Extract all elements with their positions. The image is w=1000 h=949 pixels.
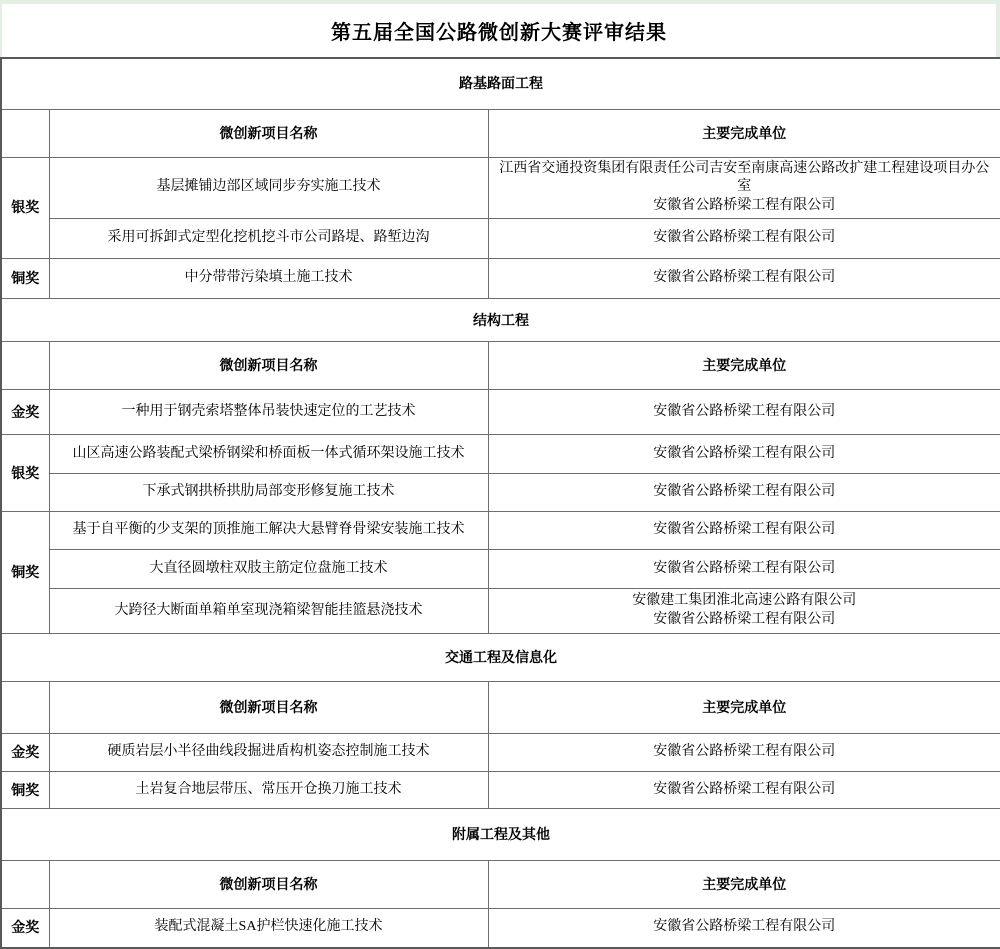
- table-row: [1, 734, 1000, 772]
- project-column-header: 微创新项目名称: [49, 861, 488, 909]
- award-cell: 铜奖: [1, 259, 49, 299]
- table-row: [1, 589, 1000, 634]
- column-header-row: [1, 861, 1000, 909]
- project-column-header: 微创新项目名称: [49, 342, 488, 390]
- column-header-row: [1, 109, 1000, 157]
- table-row: [1, 435, 1000, 474]
- table-row: [1, 219, 1000, 259]
- project-cell: 中分带带污染填土施工技术: [49, 259, 488, 299]
- company-cell: 安徽省公路桥梁工程有限公司: [488, 909, 1000, 948]
- project-column-header: 微创新项目名称: [49, 109, 488, 157]
- award-cell: 铜奖: [1, 772, 49, 809]
- table-row: [1, 772, 1000, 809]
- award-column-header: [1, 109, 49, 157]
- column-header-row: [1, 342, 1000, 390]
- company-column-header: 主要完成单位: [488, 109, 1000, 157]
- award-column-header: [1, 342, 49, 390]
- company-cell: 安徽省公路桥梁工程有限公司: [488, 772, 1000, 809]
- award-column-header: [1, 682, 49, 734]
- section-title: 附属工程及其他: [1, 809, 1000, 861]
- section-title: 交通工程及信息化: [1, 634, 1000, 682]
- project-column-header: 微创新项目名称: [49, 682, 488, 734]
- award-cell: 银奖: [1, 157, 49, 259]
- project-cell: 基层摊铺边部区域同步夯实施工技术: [49, 157, 488, 219]
- table-row: [1, 390, 1000, 435]
- section-row: [1, 809, 1000, 861]
- table-row: [1, 259, 1000, 299]
- company-cell: 安徽省公路桥梁工程有限公司: [488, 435, 1000, 474]
- project-cell: 硬质岩层小半径曲线段掘进盾构机姿态控制施工技术: [49, 734, 488, 772]
- company-line: 江西省交通投资集团有限责任公司吉安至南康高速公路改扩建工程建设项目办公室: [499, 160, 990, 195]
- award-cell: 银奖: [1, 435, 49, 512]
- company-column-header: 主要完成单位: [488, 682, 1000, 734]
- award-cell: 金奖: [1, 734, 49, 772]
- page-title: 第五届全国公路微创新大赛评审结果: [331, 22, 667, 44]
- results-table: [0, 57, 1000, 949]
- company-cell: 安徽省公路桥梁工程有限公司: [488, 550, 1000, 589]
- section-title: 结构工程: [1, 299, 1000, 342]
- company-line: 安徽建工集团淮北高速公路有限公司: [632, 593, 857, 609]
- project-cell: 山区高速公路装配式梁桥钢梁和桥面板一体式循环架设施工技术: [49, 435, 488, 474]
- company-cell: 安徽省公路桥梁工程有限公司: [488, 390, 1000, 435]
- company-column-header: 主要完成单位: [488, 342, 1000, 390]
- project-cell: 土岩复合地层带压、常压开仓换刀施工技术: [49, 772, 488, 809]
- company-column-header: 主要完成单位: [488, 861, 1000, 909]
- award-cell: 金奖: [1, 909, 49, 948]
- title-bar: [0, 4, 1000, 57]
- company-cell: [488, 589, 1000, 634]
- section-row: [1, 58, 1000, 109]
- company-cell: 安徽省公路桥梁工程有限公司: [488, 734, 1000, 772]
- award-column-header: [1, 861, 49, 909]
- section-row: [1, 299, 1000, 342]
- company-line: 安徽省公路桥梁工程有限公司: [653, 198, 836, 214]
- company-cell: [488, 157, 1000, 219]
- award-cell: 铜奖: [1, 512, 49, 634]
- project-cell: 大跨径大断面单箱单室现浇箱梁智能挂篮悬浇技术: [49, 589, 488, 634]
- table-row: [1, 909, 1000, 948]
- column-header-row: [1, 682, 1000, 734]
- section-title: 路基路面工程: [1, 58, 1000, 109]
- company-cell: 安徽省公路桥梁工程有限公司: [488, 512, 1000, 550]
- project-cell: 下承式钢拱桥拱肋局部变形修复施工技术: [49, 474, 488, 512]
- section-row: [1, 634, 1000, 682]
- company-cell: 安徽省公路桥梁工程有限公司: [488, 219, 1000, 259]
- table-row: [1, 550, 1000, 589]
- project-cell: 采用可拆卸式定型化挖机挖斗市公司路堤、路堑边沟: [49, 219, 488, 259]
- company-cell: 安徽省公路桥梁工程有限公司: [488, 474, 1000, 512]
- project-cell: 一种用于钢壳索塔整体吊装快速定位的工艺技术: [49, 390, 488, 435]
- award-cell: 金奖: [1, 390, 49, 435]
- company-line: 安徽省公路桥梁工程有限公司: [653, 612, 836, 628]
- project-cell: 基于自平衡的少支架的顶推施工解决大悬臂脊骨梁安装施工技术: [49, 512, 488, 550]
- table-row: [1, 512, 1000, 550]
- project-cell: 大直径圆墩柱双肢主筋定位盘施工技术: [49, 550, 488, 589]
- project-cell: 装配式混凝土SA护栏快速化施工技术: [49, 909, 488, 948]
- table-row: [1, 474, 1000, 512]
- company-cell: 安徽省公路桥梁工程有限公司: [488, 259, 1000, 299]
- table-row: [1, 157, 1000, 219]
